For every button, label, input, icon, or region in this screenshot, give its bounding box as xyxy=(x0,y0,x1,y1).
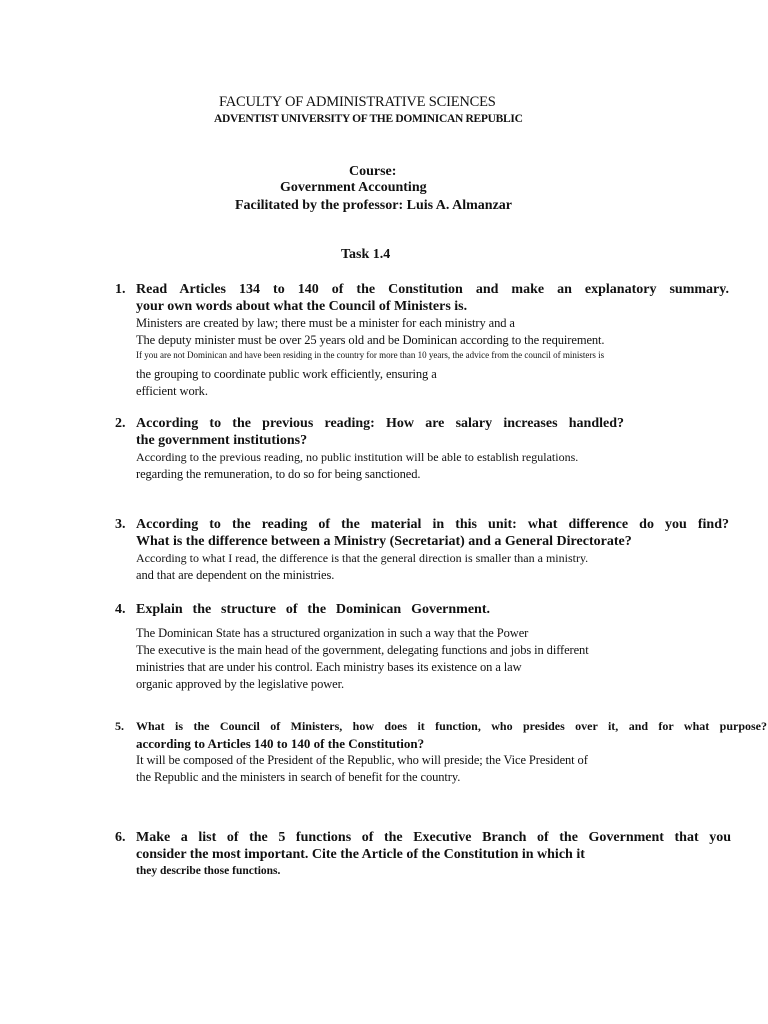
question-number: 2. xyxy=(115,416,126,431)
question-5 xyxy=(115,718,767,786)
faculty-heading: FACULTY OF ADMINISTRATIVE SCIENCES xyxy=(219,94,496,110)
question-3 xyxy=(115,516,729,584)
answer-line: If you are not Dominican and have been residing in the country for more than 10 years, the advice from the council of ministers is xyxy=(136,350,605,360)
answer-line: efficient work. xyxy=(136,384,208,398)
question-number: 4. xyxy=(115,602,126,617)
question-1 xyxy=(115,281,729,400)
answer-line: the Republic and the ministers in search of benefit for the country. xyxy=(136,770,461,784)
answer-line: Ministers are created by law; there must be a minister for each ministry and a xyxy=(136,316,515,330)
question-text-continued: they describe those functions. xyxy=(136,865,281,877)
question-number: 1. xyxy=(115,282,126,297)
answer-line: It will be composed of the President of the Republic, who will preside; the Vice President of xyxy=(136,753,588,767)
question-text: Make a list of the 5 functions of the Executive Branch of the Government that you xyxy=(136,830,731,845)
answer-line: The Dominican State has a structured organization in such a way that the Power xyxy=(136,626,529,640)
question-text: What is the Council of Ministers, how does it function, who presides over it, and for what purpose? xyxy=(136,719,767,733)
course-name: Government Accounting xyxy=(280,180,427,195)
answer-line: the grouping to coordinate public work efficiently, ensuring a xyxy=(136,367,437,381)
professor-line: Facilitated by the professor: Luis A. Almanzar xyxy=(235,198,513,213)
question-6 xyxy=(115,829,731,880)
question-text: According to the reading of the material in this unit: what difference do you find? xyxy=(136,517,729,532)
answer-line: The executive is the main head of the government, delegating functions and jobs in different xyxy=(136,643,589,657)
answer-line: ministries that are under his control. Each ministry bases its existence on a law xyxy=(136,660,522,674)
question-text-continued: consider the most important. Cite the Article of the Constitution in which it xyxy=(136,847,585,862)
university-heading: ADVENTIST UNIVERSITY OF THE DOMINICAN REPUBLIC xyxy=(214,113,523,125)
question-4 xyxy=(115,601,729,693)
question-text: Read Articles 134 to 140 of the Constitution and make an explanatory summary. xyxy=(136,282,729,297)
answer-line: According to what I read, the difference is that the general direction is smaller than a ministry. xyxy=(136,551,589,565)
question-text-continued: What is the difference between a Ministry (Secretariat) and a General Directorate? xyxy=(136,534,632,549)
question-number: 6. xyxy=(115,830,126,845)
course-label: Course: xyxy=(349,164,397,179)
question-text: According to the previous reading: How are salary increases handled? xyxy=(136,416,624,431)
question-2 xyxy=(115,415,729,483)
answer-line: According to the previous reading, no public institution will be able to establish regulations. xyxy=(136,450,579,464)
answer-line: organic approved by the legislative power. xyxy=(136,677,345,691)
question-text-continued: according to Articles 140 to 140 of the Constitution? xyxy=(136,736,425,751)
answer-line: and that are dependent on the ministries. xyxy=(136,568,335,582)
question-number: 5. xyxy=(115,719,124,733)
question-text: Explain the structure of the Dominican Government. xyxy=(136,602,490,617)
question-text-continued: the government institutions? xyxy=(136,433,308,448)
question-text-continued: your own words about what the Council of Ministers is. xyxy=(136,299,468,314)
task-title: Task 1.4 xyxy=(341,247,391,262)
answer-line: regarding the remuneration, to do so for being sanctioned. xyxy=(136,467,421,481)
answer-line: The deputy minister must be over 25 years old and be Dominican according to the requirement. xyxy=(136,333,605,347)
question-number: 3. xyxy=(115,517,126,532)
